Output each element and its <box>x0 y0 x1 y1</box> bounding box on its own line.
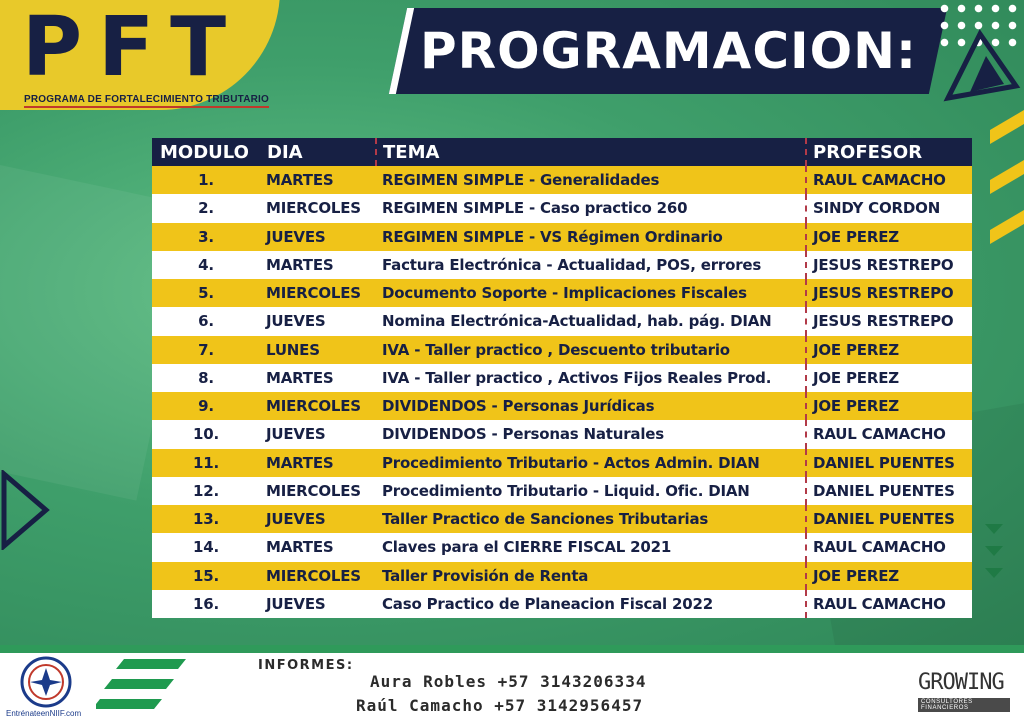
cell-tema: REGIMEN SIMPLE - VS Régimen Ordinario <box>376 223 806 251</box>
cell-tema: Procedimiento Tributario - Liquid. Ofic. DIAN <box>376 477 806 505</box>
cell-profesor: JESUS RESTREPO <box>806 279 972 307</box>
cell-tema: IVA - Taller practico , Descuento tributario <box>376 336 806 364</box>
cell-modulo: 4. <box>152 251 260 279</box>
cell-profesor: JOE PEREZ <box>806 562 972 590</box>
cell-tema: Procedimiento Tributario - Actos Admin. DIAN <box>376 449 806 477</box>
table-row <box>152 336 972 364</box>
table-row <box>152 505 972 533</box>
cell-dia: JUEVES <box>260 590 376 618</box>
cell-profesor: JESUS RESTREPO <box>806 307 972 335</box>
cell-tema: DIVIDENDOS - Personas Jurídicas <box>376 392 806 420</box>
cell-modulo: 9. <box>152 392 260 420</box>
cell-profesor: RAUL CAMACHO <box>806 420 972 448</box>
cell-tema: DIVIDENDOS - Personas Naturales <box>376 420 806 448</box>
schedule-table <box>152 138 972 618</box>
cell-profesor: RAUL CAMACHO <box>806 533 972 561</box>
cell-modulo: 11. <box>152 449 260 477</box>
green-stripes-decoration <box>96 659 196 723</box>
cell-modulo: 15. <box>152 562 260 590</box>
cell-modulo: 6. <box>152 307 260 335</box>
cell-tema: Taller Practico de Sanciones Tributarias <box>376 505 806 533</box>
cell-profesor: DANIEL PUENTES <box>806 505 972 533</box>
cell-tema: Taller Provisión de Renta <box>376 562 806 590</box>
cell-dia: JUEVES <box>260 505 376 533</box>
cell-tema: Caso Practico de Planeacion Fiscal 2022 <box>376 590 806 618</box>
cell-profesor: JOE PEREZ <box>806 223 972 251</box>
table-row <box>152 307 972 335</box>
table-row <box>152 166 972 194</box>
cell-profesor: JOE PEREZ <box>806 392 972 420</box>
cell-modulo: 10. <box>152 420 260 448</box>
cell-modulo: 8. <box>152 364 260 392</box>
cell-dia: MIERCOLES <box>260 279 376 307</box>
cell-profesor: SINDY CORDON <box>806 194 972 222</box>
cell-profesor: JOE PEREZ <box>806 364 972 392</box>
pft-logo: PFT <box>22 0 243 95</box>
cell-tema: IVA - Taller practico , Activos Fijos Reales Prod. <box>376 364 806 392</box>
informes-label: INFORMES: <box>258 658 354 673</box>
header-dia: DIA <box>260 138 376 166</box>
pft-subtitle: PROGRAMA DE FORTALECIMIENTO TRIBUTARIO <box>24 94 269 105</box>
table-row <box>152 590 972 618</box>
cell-dia: JUEVES <box>260 307 376 335</box>
table-row <box>152 279 972 307</box>
header-profesor: PROFESOR <box>806 138 972 166</box>
cell-tema: Factura Electrónica - Actualidad, POS, errores <box>376 251 806 279</box>
table-row <box>152 251 972 279</box>
cell-dia: MARTES <box>260 251 376 279</box>
cell-profesor: RAUL CAMACHO <box>806 166 972 194</box>
cell-tema: Documento Soporte - Implicaciones Fiscales <box>376 279 806 307</box>
table-row <box>152 223 972 251</box>
cell-dia: MARTES <box>260 364 376 392</box>
table-row <box>152 449 972 477</box>
cell-modulo: 13. <box>152 505 260 533</box>
cell-profesor: DANIEL PUENTES <box>806 449 972 477</box>
cell-modulo: 16. <box>152 590 260 618</box>
cell-dia: MIERCOLES <box>260 477 376 505</box>
cell-profesor: JOE PEREZ <box>806 336 972 364</box>
cell-profesor: JESUS RESTREPO <box>806 251 972 279</box>
table-row <box>152 364 972 392</box>
table-row <box>152 533 972 561</box>
cell-dia: JUEVES <box>260 420 376 448</box>
table-row <box>152 194 972 222</box>
growing-logo: GROWING <box>918 670 1004 695</box>
cell-tema: REGIMEN SIMPLE - Generalidades <box>376 166 806 194</box>
cell-modulo: 5. <box>152 279 260 307</box>
entrenate-logo-text: EntrénateenNIIF.com <box>6 709 82 718</box>
cell-dia: MIERCOLES <box>260 194 376 222</box>
table-header-row <box>152 138 972 166</box>
cell-modulo: 12. <box>152 477 260 505</box>
cell-tema: Nomina Electrónica-Actualidad, hab. pág. DIAN <box>376 307 806 335</box>
cell-modulo: 1. <box>152 166 260 194</box>
table-row <box>152 420 972 448</box>
triangle-decoration <box>0 470 50 550</box>
table-row <box>152 392 972 420</box>
footer-divider <box>0 645 1024 653</box>
cell-dia: MIERCOLES <box>260 392 376 420</box>
cell-dia: MARTES <box>260 166 376 194</box>
triangle-decoration <box>940 26 1024 102</box>
cell-tema: REGIMEN SIMPLE - Caso practico 260 <box>376 194 806 222</box>
stripes-decoration <box>990 110 1024 270</box>
cell-modulo: 2. <box>152 194 260 222</box>
contact-aura: Aura Robles +57 3143206334 <box>370 672 647 691</box>
cell-tema: Claves para el CIERRE FISCAL 2021 <box>376 533 806 561</box>
cell-dia: MARTES <box>260 449 376 477</box>
cell-dia: MIERCOLES <box>260 562 376 590</box>
page-title: PROGRAMACION: <box>420 22 917 80</box>
header-modulo: MODULO <box>152 138 260 166</box>
arrow-down-icons <box>982 520 1006 582</box>
cell-dia: LUNES <box>260 336 376 364</box>
cell-modulo: 14. <box>152 533 260 561</box>
table-row <box>152 562 972 590</box>
cell-dia: JUEVES <box>260 223 376 251</box>
growing-tagline: CONSULTORES FINANCIEROS <box>918 698 1010 712</box>
cell-modulo: 3. <box>152 223 260 251</box>
cell-profesor: RAUL CAMACHO <box>806 590 972 618</box>
header-tema: TEMA <box>376 138 806 166</box>
contact-raul: Raúl Camacho +57 3142956457 <box>356 696 644 715</box>
cell-dia: MARTES <box>260 533 376 561</box>
cell-modulo: 7. <box>152 336 260 364</box>
table-row <box>152 477 972 505</box>
cell-profesor: DANIEL PUENTES <box>806 477 972 505</box>
